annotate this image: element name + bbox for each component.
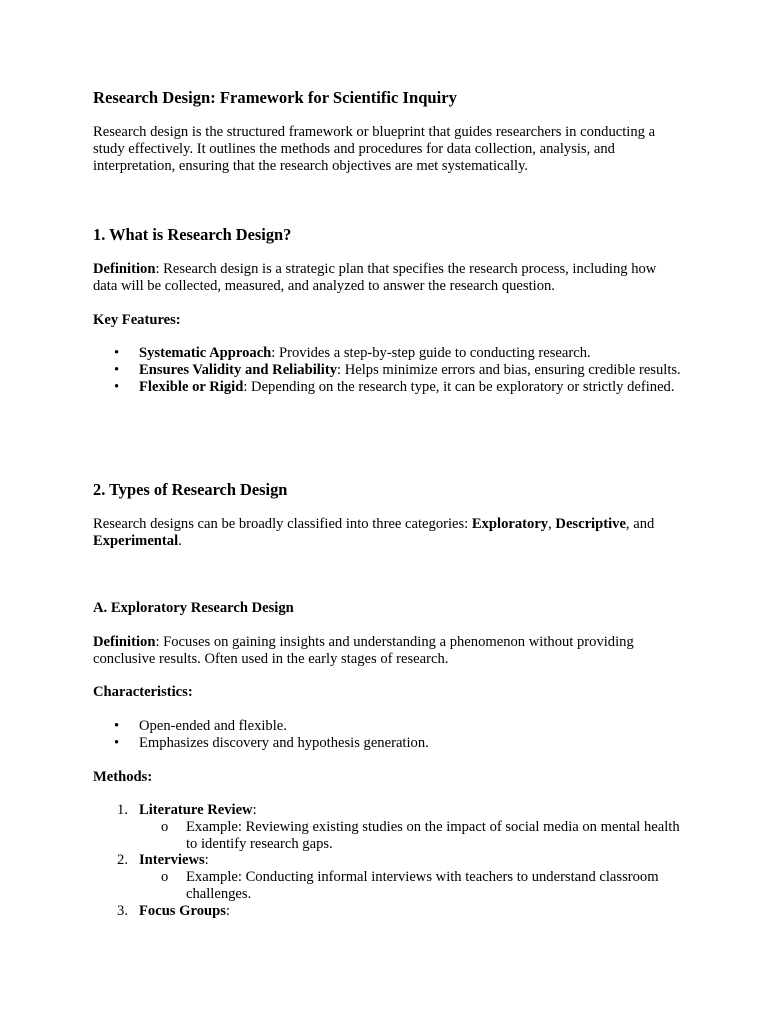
section-2-heading: 2. Types of Research Design	[93, 480, 288, 499]
list-number: 2.	[117, 852, 128, 869]
document-title: Research Design: Framework for Scientific Inquiry	[93, 88, 457, 107]
list-item: 2. Interviews:	[117, 852, 209, 869]
list-item: • Systematic Approach: Provides a step-by-step guide to conducting research.	[114, 345, 591, 361]
list-item: 3. Focus Groups:	[117, 902, 230, 919]
key-features-list	[93, 345, 683, 395]
section-a-definition	[93, 634, 683, 668]
section-a-heading: A. Exploratory Research Design	[93, 600, 294, 616]
sub-bullet-marker: o	[161, 869, 169, 886]
list-number: 1.	[117, 802, 128, 818]
key-features-label: Key Features:	[93, 312, 181, 328]
sub-list-item: o Example: Conducting informal interviews with teachers to understand classroom challenges.	[161, 869, 659, 902]
list-item: • Ensures Validity and Reliability: Helps minimize errors and bias, ensuring credible results.	[114, 361, 681, 378]
definition-text: : Research design is a strategic plan that specifies the research process, including how data will be collected, measured, and analyzed to answer the research question.	[93, 261, 657, 294]
list-item: • Open-ended and flexible.	[114, 718, 287, 734]
list-item: • Emphasizes discovery and hypothesis generation.	[114, 734, 429, 751]
list-number: 3.	[117, 902, 128, 919]
bullet-marker: •	[114, 345, 120, 361]
characteristics-label: Characteristics:	[93, 684, 193, 700]
methods-label: Methods:	[93, 769, 153, 785]
definition-label: Definition	[93, 261, 156, 277]
definition-text: : Focuses on gaining insights and understanding a phenomenon without providing conclusive results. Often used in the early stages of research.	[93, 634, 634, 667]
bullet-marker: •	[114, 734, 120, 751]
characteristics-list	[93, 718, 683, 752]
bullet-marker: •	[114, 361, 120, 378]
list-item: • Flexible or Rigid: Depending on the research type, it can be exploratory or strictly defined.	[114, 378, 675, 395]
intro-paragraph: Research design is the structured framework or blueprint that guides researchers in conducting a study effectively. It outlines the methods and procedures for data collection, analysis, and interpretation, ensuring that the research objectives are met systematically.	[93, 124, 656, 174]
bullet-marker: •	[114, 378, 120, 395]
sub-bullet-marker: o	[161, 818, 169, 835]
list-item: 1. Literature Review:	[117, 802, 257, 818]
section-2-paragraph: Research designs can be broadly classified into three categories: Exploratory, Descriptive, and Experimental.	[93, 516, 655, 549]
section-1-heading: 1. What is Research Design?	[93, 225, 292, 244]
section-1-definition	[93, 261, 683, 295]
methods-list	[93, 802, 683, 920]
bullet-marker: •	[114, 718, 120, 734]
definition-label: Definition	[93, 634, 156, 650]
sub-list-item: o Example: Reviewing existing studies on the impact of social media on mental health to identify research gaps.	[161, 818, 680, 852]
